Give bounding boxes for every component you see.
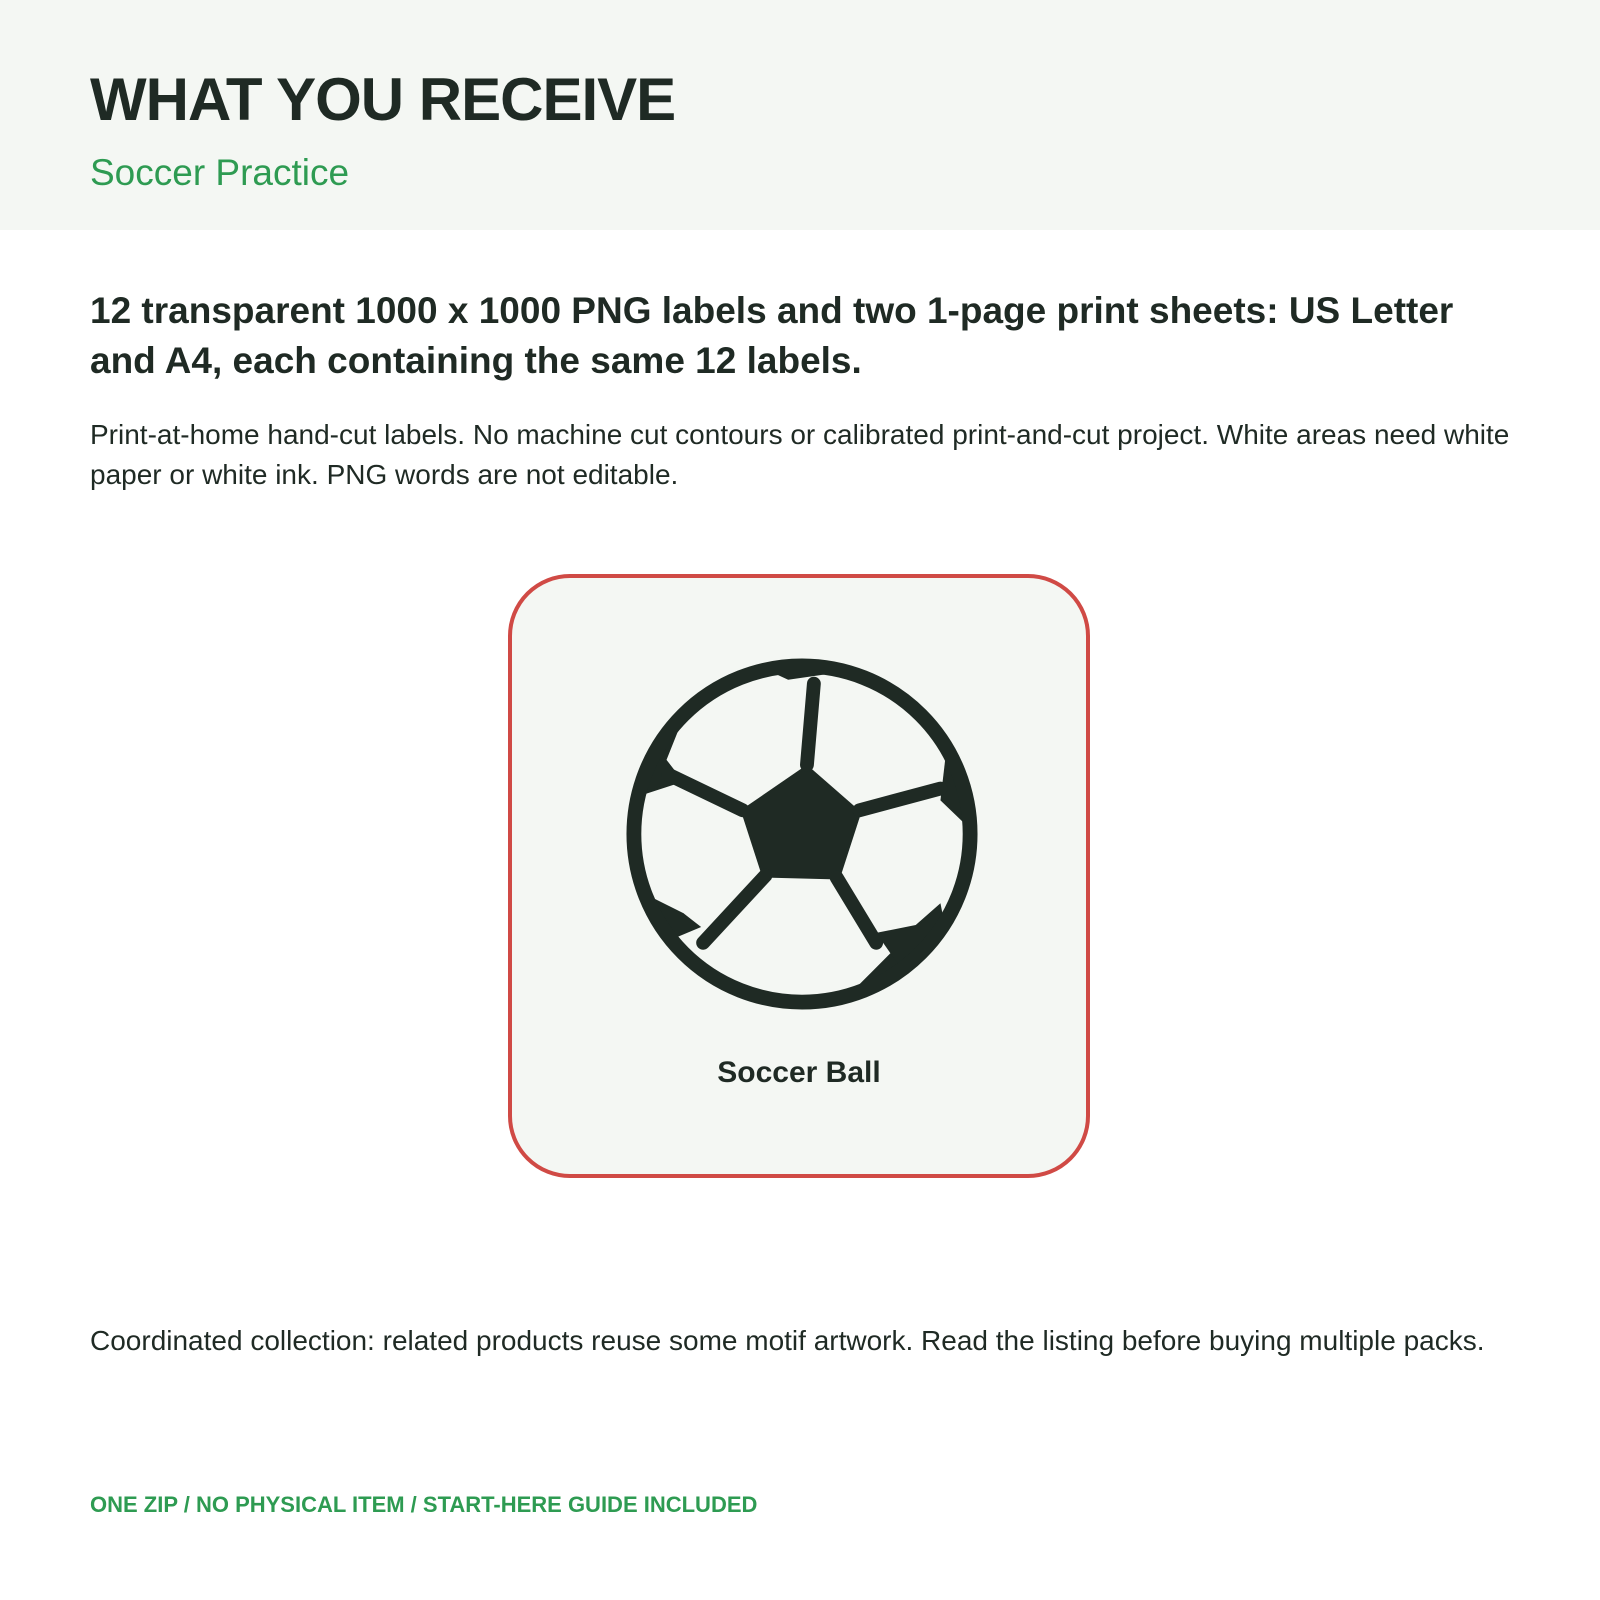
label-card [508, 574, 1090, 1178]
soccer-ball-icon [624, 656, 980, 1012]
collection-note: Coordinated collection: related products reuse some motif artwork. Read the listing before buying multiple packs. [90, 1325, 1485, 1356]
header-banner [0, 0, 1600, 230]
lead-text: 12 transparent 1000 x 1000 PNG labels and two 1-page print sheets: US Letter and A4, each containing the same 12 labels. [90, 290, 1454, 381]
footer-tagline: ONE ZIP / NO PHYSICAL ITEM / START-HERE GUIDE INCLUDED [90, 1492, 758, 1517]
description-text: Print-at-home hand-cut labels. No machine cut contours or calibrated print-and-cut project. White areas need white paper or white ink. PNG words are not editable. [90, 419, 1510, 490]
page-subtitle: Soccer Practice [90, 152, 350, 193]
card-label: Soccer Ball [717, 1056, 881, 1089]
page-title: WHAT YOU RECEIVE [90, 66, 676, 133]
